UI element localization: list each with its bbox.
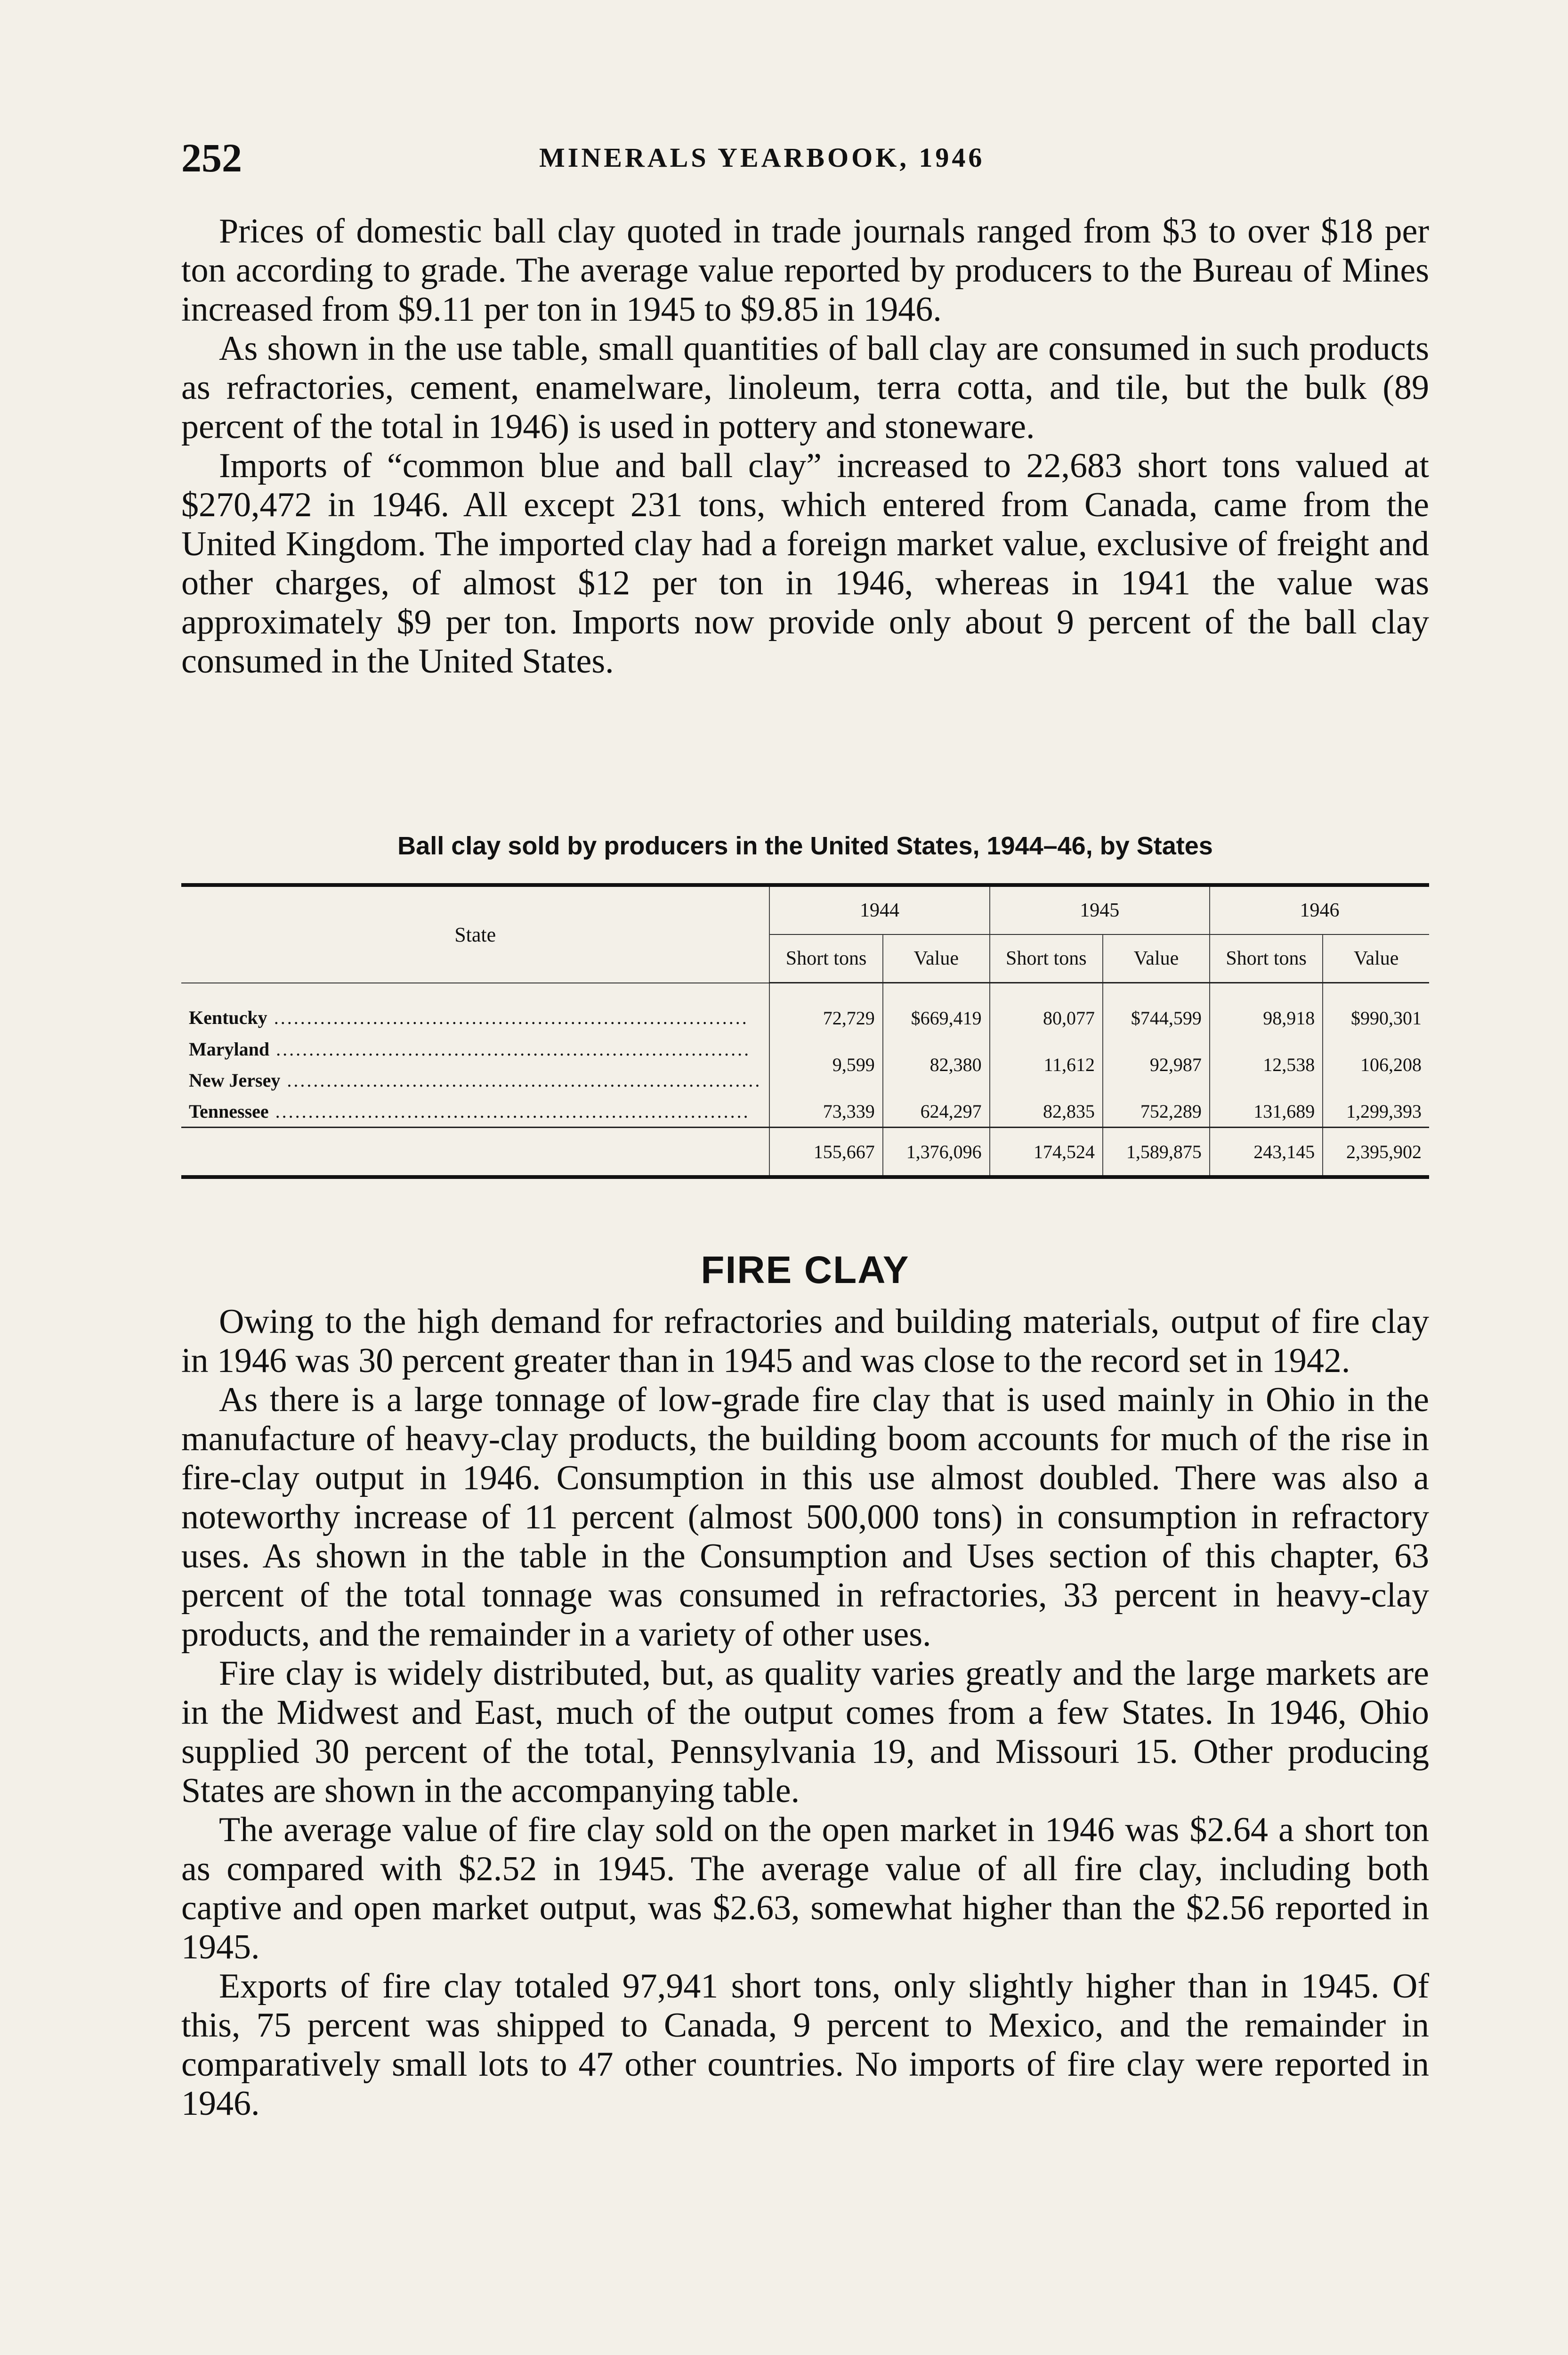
total-cell: 1,376,096 — [883, 1128, 990, 1178]
table-cell: 72,729 — [769, 983, 882, 1034]
short-tons-header: Short tons — [769, 934, 882, 983]
state-cell: New Jersey ..... — [181, 1064, 769, 1096]
table-cell: 98,918 — [1210, 983, 1323, 1034]
paragraph-imports: Imports of “common blue and ball clay” increased to 22,683 short tons valued at $270,472 in 1946. All except 231 tons, which entered from Canada, came from the United Kingdom. The imported clay had a foreign market value, exclusive of freight and other charges, of almost $12 per ton in 1946, whereas in 1941 the value was approximately $9 per ton. Imports now provide only about 9 percent of the ball clay consumed in the United States. — [181, 447, 1429, 681]
paragraph-exports: Exports of fire clay totaled 97,941 short tons, only slightly higher than in 1945. Of this, 75 percent was shipped to Canada, 9 percent to Mexico, and the remainder in comparatively small lots to 47 other countries. No imports of fire clay were reported in 1946. — [181, 1967, 1429, 2123]
table-cell: 106,208 — [1323, 1033, 1429, 1096]
running-head: MINERALS YEARBOOK, 1946 — [539, 142, 985, 173]
paragraph-prices: Prices of domestic ball clay quoted in trade journals ranged from $3 to over $18 per ton according to grade. The average value reported by producers to the Bureau of Mines increased from $9.11 per ton in 1945 to $9.85 in 1946. — [181, 212, 1429, 329]
table-cell: 9,599 — [769, 1033, 882, 1096]
table-cell: 92,987 — [1103, 1033, 1210, 1096]
table-cell: $669,419 — [883, 983, 990, 1034]
paragraph-output: Owing to the high demand for refractories and building materials, output of fire clay in 1946 was 30 percent greater than in 1945 and was close to the record set in 1942. — [181, 1302, 1429, 1380]
paragraph-value: The average value of fire clay sold on the open market in 1946 was $2.64 a short ton as compared with $2.52 in 1945. The average value of all fire clay, including both captive and open market output, was $2.63, somewhat higher than the $2.56 reported in 1945. — [181, 1811, 1429, 1966]
value-header: Value — [1323, 934, 1429, 983]
paragraph-consumption: As there is a large tonnage of low-grade fire clay that is used mainly in Ohio in the manufacture of heavy-clay products, the building boom accounts for much of the rise in fire-clay output in 1946. Consumption in this use almost doubled. There was also a noteworthy increase of 11 percent (almost 500,000 tons) in consumption in refractory uses. As shown in the table in the Consumption and Uses section of this chapter, 63 percent of the total tonnage was consumed in refractories, 33 percent in heavy-clay products, and the remainder in a variety of other uses. — [181, 1381, 1429, 1654]
table-cell: $744,599 — [1103, 983, 1210, 1034]
table-cell: 12,538 — [1210, 1033, 1323, 1096]
short-tons-header: Short tons — [1210, 934, 1323, 983]
table-cell: 1,299,393 — [1323, 1096, 1429, 1128]
ball-clay-table-container — [181, 883, 1429, 1179]
section-heading-fire-clay: FIRE CLAY — [701, 1249, 910, 1291]
ball-clay-table — [181, 883, 1429, 1179]
table-cell: 131,689 — [1210, 1096, 1323, 1128]
table-cell: 11,612 — [990, 1033, 1103, 1096]
total-cell: 1,589,875 — [1103, 1128, 1210, 1178]
paragraph-uses: As shown in the use table, small quantities of ball clay are consumed in such products as refractories, cement, enamelware, linoleum, terra cotta, and tile, but the bulk (89 percent of the total in 1946) is used in pottery and stoneware. — [181, 329, 1429, 446]
table-cell: 82,835 — [990, 1096, 1103, 1128]
table-cell: 752,289 — [1103, 1096, 1210, 1128]
state-cell: Maryland ..... — [181, 1033, 769, 1064]
ball-clay-text — [181, 212, 1429, 681]
year-header: 1946 — [1210, 885, 1429, 934]
table-cell: 82,380 — [883, 1033, 990, 1096]
table-total-row — [181, 1128, 1429, 1178]
table-row-kentucky — [181, 983, 1429, 1034]
table-year-header-row — [181, 885, 1429, 934]
value-header: Value — [1103, 934, 1210, 983]
short-tons-header: Short tons — [990, 934, 1103, 983]
table-cell: 624,297 — [883, 1096, 990, 1128]
table-cell: 73,339 — [769, 1096, 882, 1128]
table-row-maryland — [181, 1033, 1429, 1064]
page-number: 252 — [181, 135, 242, 180]
table-row-tennessee — [181, 1096, 1429, 1128]
total-cell: 2,395,902 — [1323, 1128, 1429, 1178]
total-cell: 243,145 — [1210, 1128, 1323, 1178]
year-header: 1945 — [990, 885, 1210, 934]
table-cell: $990,301 — [1323, 983, 1429, 1034]
state-cell: Kentucky ..... — [181, 983, 769, 1034]
state-column-header: State — [181, 885, 769, 983]
paragraph-distribution: Fire clay is widely distributed, but, as quality varies greatly and the large markets are in the Midwest and East, much of the output comes from a few States. In 1946, Ohio supplied 30 percent of the total, Pennsylvania 19, and Missouri 15. Other producing States are shown in the accompanying table. — [181, 1654, 1429, 1810]
year-header: 1944 — [769, 885, 989, 934]
state-cell: Tennessee ..... — [181, 1096, 769, 1128]
page-header — [181, 134, 1429, 186]
table-cell: 80,077 — [990, 983, 1103, 1034]
total-label-cell — [181, 1128, 769, 1178]
total-cell: 174,524 — [990, 1128, 1103, 1178]
table-title: Ball clay sold by producers in the United States, 1944–46, by States — [397, 832, 1213, 860]
total-cell: 155,667 — [769, 1128, 882, 1178]
fire-clay-text — [181, 1302, 1429, 2123]
value-header: Value — [883, 934, 990, 983]
